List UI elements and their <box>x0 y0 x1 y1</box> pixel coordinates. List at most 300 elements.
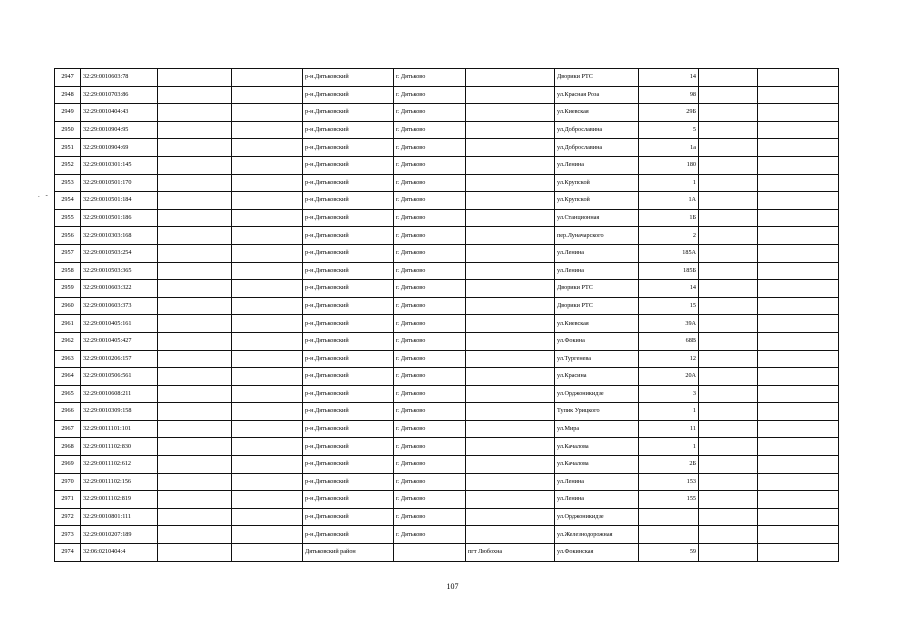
cadastral-number: 32:29:0010501:184 <box>81 192 158 210</box>
blank-cell <box>158 508 232 526</box>
blank-cell <box>758 315 839 333</box>
settlement <box>466 456 555 474</box>
city: г. Дятьково <box>394 385 466 403</box>
blank-cell <box>699 156 758 174</box>
table-row <box>55 315 839 333</box>
cadastral-number: 32:29:0010506:561 <box>81 368 158 386</box>
blank-cell <box>158 491 232 509</box>
table-row <box>55 526 839 544</box>
cadastral-number: 32:29:0011102:156 <box>81 473 158 491</box>
city: г. Дятьково <box>394 156 466 174</box>
settlement <box>466 491 555 509</box>
row-number: 2965 <box>55 385 81 403</box>
blank-cell <box>699 350 758 368</box>
blank-cell <box>158 368 232 386</box>
blank-cell <box>158 139 232 157</box>
blank-cell <box>232 368 303 386</box>
street: ул.Крупской <box>555 174 639 192</box>
row-number: 2972 <box>55 508 81 526</box>
table-row <box>55 544 839 562</box>
cadastral-number: 32:29:0010301:145 <box>81 156 158 174</box>
house-number: 20А <box>639 368 699 386</box>
district: р-н.Дятьковский <box>303 368 394 386</box>
cadastral-number: 32:29:0010501:186 <box>81 209 158 227</box>
blank-cell <box>232 244 303 262</box>
city: г. Дятьково <box>394 420 466 438</box>
blank-cell <box>699 209 758 227</box>
city: г. Дятьково <box>394 121 466 139</box>
blank-cell <box>232 174 303 192</box>
table-row <box>55 69 839 87</box>
city: г. Дятьково <box>394 508 466 526</box>
city: г. Дятьково <box>394 227 466 245</box>
district: р-н.Дятьковский <box>303 192 394 210</box>
blank-cell <box>232 280 303 298</box>
blank-cell <box>758 139 839 157</box>
row-number: 2966 <box>55 403 81 421</box>
blank-cell <box>758 350 839 368</box>
blank-cell <box>232 104 303 122</box>
row-number: 2950 <box>55 121 81 139</box>
district: р-н.Дятьковский <box>303 280 394 298</box>
blank-cell <box>232 491 303 509</box>
city: г. Дятьково <box>394 473 466 491</box>
district: р-н.Дятьковский <box>303 244 394 262</box>
blank-cell <box>699 262 758 280</box>
settlement <box>466 121 555 139</box>
table-row <box>55 456 839 474</box>
street: ул.Крупской <box>555 192 639 210</box>
cadastral-number: 32:29:0010405:161 <box>81 315 158 333</box>
city: г. Дятьково <box>394 209 466 227</box>
blank-cell <box>158 350 232 368</box>
district: р-н.Дятьковский <box>303 473 394 491</box>
house-number: 15 <box>639 297 699 315</box>
street: ул.Качалова <box>555 456 639 474</box>
district: р-н.Дятьковский <box>303 174 394 192</box>
blank-cell <box>758 403 839 421</box>
cadastral-number: 32:29:0010603:373 <box>81 297 158 315</box>
settlement: пгт Любохна <box>466 544 555 562</box>
cadastral-number: 32:29:0010404:43 <box>81 104 158 122</box>
blank-cell <box>699 244 758 262</box>
blank-cell <box>758 544 839 562</box>
settlement <box>466 473 555 491</box>
blank-cell <box>758 297 839 315</box>
city: г. Дятьково <box>394 332 466 350</box>
settlement <box>466 438 555 456</box>
house-number: 29Б <box>639 104 699 122</box>
row-number: 2959 <box>55 280 81 298</box>
blank-cell <box>158 121 232 139</box>
house-number: 5 <box>639 121 699 139</box>
street: ул.Железнодорожная <box>555 526 639 544</box>
street: ул.Мира <box>555 420 639 438</box>
table-row <box>55 104 839 122</box>
blank-cell <box>232 86 303 104</box>
blank-cell <box>758 526 839 544</box>
blank-cell <box>232 139 303 157</box>
row-number: 2973 <box>55 526 81 544</box>
blank-cell <box>699 69 758 87</box>
table-row <box>55 332 839 350</box>
street: ул.Орджоникидзе <box>555 508 639 526</box>
row-number: 2963 <box>55 350 81 368</box>
table-row <box>55 174 839 192</box>
blank-cell <box>158 262 232 280</box>
table-row <box>55 420 839 438</box>
blank-cell <box>758 491 839 509</box>
blank-cell <box>758 508 839 526</box>
district: р-н.Дятьковский <box>303 86 394 104</box>
row-number: 2964 <box>55 368 81 386</box>
settlement <box>466 420 555 438</box>
blank-cell <box>699 315 758 333</box>
property-registry-table <box>54 68 839 562</box>
blank-cell <box>158 526 232 544</box>
cadastral-number: 32:29:0010703:86 <box>81 86 158 104</box>
row-number: 2954 <box>55 192 81 210</box>
row-number: 2951 <box>55 139 81 157</box>
blank-cell <box>758 244 839 262</box>
blank-cell <box>699 104 758 122</box>
house-number <box>639 508 699 526</box>
blank-cell <box>758 121 839 139</box>
house-number: 14 <box>639 69 699 87</box>
cadastral-number: 32:29:0011101:101 <box>81 420 158 438</box>
blank-cell <box>699 297 758 315</box>
street: ул.Качалова <box>555 438 639 456</box>
blank-cell <box>699 544 758 562</box>
blank-cell <box>232 69 303 87</box>
district: р-н.Дятьковский <box>303 69 394 87</box>
blank-cell <box>158 385 232 403</box>
house-number: 12 <box>639 350 699 368</box>
table-row <box>55 244 839 262</box>
city: г. Дятьково <box>394 174 466 192</box>
city: г. Дятьково <box>394 86 466 104</box>
blank-cell <box>699 174 758 192</box>
row-number: 2961 <box>55 315 81 333</box>
blank-cell <box>699 385 758 403</box>
blank-cell <box>758 227 839 245</box>
cadastral-number: 32:29:0010405:427 <box>81 332 158 350</box>
page-number: 107 <box>446 582 459 591</box>
city: г. Дятьково <box>394 69 466 87</box>
blank-cell <box>158 104 232 122</box>
city: г. Дятьково <box>394 350 466 368</box>
blank-cell <box>699 227 758 245</box>
blank-cell <box>699 368 758 386</box>
house-number: 2Б <box>639 456 699 474</box>
row-number: 2947 <box>55 69 81 87</box>
row-number: 2957 <box>55 244 81 262</box>
cadastral-number: 32:29:0010801:111 <box>81 508 158 526</box>
district: р-н.Дятьковский <box>303 227 394 245</box>
house-number: 2 <box>639 227 699 245</box>
settlement <box>466 403 555 421</box>
blank-cell <box>158 456 232 474</box>
row-number: 2958 <box>55 262 81 280</box>
blank-cell <box>758 86 839 104</box>
cadastral-number: 32:29:0011102:819 <box>81 491 158 509</box>
blank-cell <box>158 420 232 438</box>
row-number: 2967 <box>55 420 81 438</box>
house-number: 1а <box>639 139 699 157</box>
blank-cell <box>758 209 839 227</box>
table-row <box>55 86 839 104</box>
district: р-н.Дятьковский <box>303 156 394 174</box>
street: ул.Ленина <box>555 473 639 491</box>
house-number: 1А <box>639 192 699 210</box>
blank-cell <box>158 227 232 245</box>
settlement <box>466 332 555 350</box>
table-row <box>55 473 839 491</box>
house-number: 185А <box>639 244 699 262</box>
table-row <box>55 368 839 386</box>
blank-cell <box>158 244 232 262</box>
cadastral-number: 32:29:0010503:365 <box>81 262 158 280</box>
blank-cell <box>758 368 839 386</box>
blank-cell <box>758 262 839 280</box>
blank-cell <box>232 385 303 403</box>
street: ул.Фокина <box>555 332 639 350</box>
blank-cell <box>232 297 303 315</box>
settlement <box>466 209 555 227</box>
house-number: 11 <box>639 420 699 438</box>
row-number: 2952 <box>55 156 81 174</box>
blank-cell <box>158 192 232 210</box>
street: ул.Тургенева <box>555 350 639 368</box>
table-row <box>55 280 839 298</box>
district: р-н.Дятьковский <box>303 139 394 157</box>
cadastral-number: 32:29:0010207:189 <box>81 526 158 544</box>
blank-cell <box>232 209 303 227</box>
street: ул.Доброславина <box>555 121 639 139</box>
street: пер.Луначарского <box>555 227 639 245</box>
blank-cell <box>232 526 303 544</box>
blank-cell <box>758 156 839 174</box>
blank-cell <box>232 438 303 456</box>
settlement <box>466 508 555 526</box>
settlement <box>466 244 555 262</box>
street: ул.Фокинская <box>555 544 639 562</box>
district: р-н.Дятьковский <box>303 420 394 438</box>
settlement <box>466 156 555 174</box>
blank-cell <box>232 456 303 474</box>
settlement <box>466 69 555 87</box>
city: г. Дятьково <box>394 280 466 298</box>
settlement <box>466 227 555 245</box>
cadastral-number: 32:06:0210404:4 <box>81 544 158 562</box>
settlement <box>466 262 555 280</box>
blank-cell <box>232 350 303 368</box>
street: Тупик Урицкого <box>555 403 639 421</box>
blank-cell <box>158 174 232 192</box>
blank-cell <box>232 121 303 139</box>
blank-cell <box>758 174 839 192</box>
blank-cell <box>699 86 758 104</box>
city: г. Дятьково <box>394 456 466 474</box>
city: г. Дятьково <box>394 368 466 386</box>
district: р-н.Дятьковский <box>303 262 394 280</box>
blank-cell <box>758 473 839 491</box>
table-row <box>55 491 839 509</box>
district: р-н.Дятьковский <box>303 297 394 315</box>
blank-cell <box>232 332 303 350</box>
blank-cell <box>158 473 232 491</box>
house-number: 68В <box>639 332 699 350</box>
house-number: 3 <box>639 385 699 403</box>
house-number: 1 <box>639 438 699 456</box>
row-number: 2970 <box>55 473 81 491</box>
settlement <box>466 526 555 544</box>
settlement <box>466 350 555 368</box>
blank-cell <box>158 280 232 298</box>
street: ул.Ленина <box>555 156 639 174</box>
blank-cell <box>699 139 758 157</box>
row-number: 2955 <box>55 209 81 227</box>
blank-cell <box>699 280 758 298</box>
table-row <box>55 227 839 245</box>
blank-cell <box>158 209 232 227</box>
table-row <box>55 209 839 227</box>
settlement <box>466 139 555 157</box>
house-number: 153 <box>639 473 699 491</box>
street: ул.Красина <box>555 368 639 386</box>
row-number: 2948 <box>55 86 81 104</box>
row-number: 2949 <box>55 104 81 122</box>
settlement <box>466 86 555 104</box>
blank-cell <box>158 438 232 456</box>
settlement <box>466 368 555 386</box>
cadastral-number: 32:29:0010603:322 <box>81 280 158 298</box>
district: р-н.Дятьковский <box>303 350 394 368</box>
row-number: 2969 <box>55 456 81 474</box>
cadastral-number: 32:29:0010206:157 <box>81 350 158 368</box>
row-number: 2974 <box>55 544 81 562</box>
blank-cell <box>232 473 303 491</box>
cadastral-number: 32:29:0010608:211 <box>81 385 158 403</box>
cadastral-number: 32:29:0010303:168 <box>81 227 158 245</box>
blank-cell <box>758 69 839 87</box>
blank-cell <box>758 456 839 474</box>
blank-cell <box>158 403 232 421</box>
cadastral-number: 32:29:0010501:170 <box>81 174 158 192</box>
table-row <box>55 297 839 315</box>
city: г. Дятьково <box>394 262 466 280</box>
street: ул.Станционная <box>555 209 639 227</box>
street: Дворики РТС <box>555 280 639 298</box>
cadastral-number: 32:29:0011102:612 <box>81 456 158 474</box>
blank-cell <box>158 69 232 87</box>
row-number: 2968 <box>55 438 81 456</box>
settlement <box>466 315 555 333</box>
house-number: 39А <box>639 315 699 333</box>
district: р-н.Дятьковский <box>303 385 394 403</box>
blank-cell <box>699 403 758 421</box>
blank-cell <box>232 403 303 421</box>
row-number: 2971 <box>55 491 81 509</box>
blank-cell <box>758 332 839 350</box>
house-number: 1 <box>639 403 699 421</box>
blank-cell <box>758 438 839 456</box>
house-number: 1Б <box>639 209 699 227</box>
district: р-н.Дятьковский <box>303 491 394 509</box>
blank-cell <box>232 420 303 438</box>
street: ул.Орджоникидзе <box>555 385 639 403</box>
settlement <box>466 297 555 315</box>
settlement <box>466 104 555 122</box>
blank-cell <box>758 280 839 298</box>
district: р-н.Дятьковский <box>303 526 394 544</box>
city: г. Дятьково <box>394 244 466 262</box>
cadastral-number: 32:29:0010904:95 <box>81 121 158 139</box>
city: г. Дятьково <box>394 315 466 333</box>
district: р-н.Дятьковский <box>303 403 394 421</box>
table-row <box>55 156 839 174</box>
street: ул.Доброславина <box>555 139 639 157</box>
street: ул.Киевская <box>555 104 639 122</box>
blank-cell <box>699 420 758 438</box>
blank-cell <box>699 438 758 456</box>
table-row <box>55 262 839 280</box>
settlement <box>466 385 555 403</box>
blank-cell <box>758 192 839 210</box>
settlement <box>466 280 555 298</box>
city: г. Дятьково <box>394 192 466 210</box>
blank-cell <box>699 456 758 474</box>
blank-cell <box>232 544 303 562</box>
table-row <box>55 508 839 526</box>
city: г. Дятьково <box>394 438 466 456</box>
blank-cell <box>232 192 303 210</box>
district: р-н.Дятьковский <box>303 315 394 333</box>
street: ул.Киевская <box>555 315 639 333</box>
district: р-н.Дятьковский <box>303 456 394 474</box>
blank-cell <box>158 544 232 562</box>
blank-cell <box>158 332 232 350</box>
house-number: 180 <box>639 156 699 174</box>
blank-cell <box>158 315 232 333</box>
blank-cell <box>758 104 839 122</box>
house-number: 14 <box>639 280 699 298</box>
district: р-н.Дятьковский <box>303 209 394 227</box>
blank-cell <box>758 385 839 403</box>
blank-cell <box>699 473 758 491</box>
row-number: 2956 <box>55 227 81 245</box>
cadastral-number: 32:29:0010904:69 <box>81 139 158 157</box>
city: г. Дятьково <box>394 104 466 122</box>
city <box>394 544 466 562</box>
cadastral-number: 32:29:0010309:158 <box>81 403 158 421</box>
blank-cell <box>158 86 232 104</box>
house-number: 59 <box>639 544 699 562</box>
table-row <box>55 385 839 403</box>
blank-cell <box>699 332 758 350</box>
cadastral-number: 32:29:0010503:254 <box>81 244 158 262</box>
blank-cell <box>232 227 303 245</box>
row-number: 2960 <box>55 297 81 315</box>
blank-cell <box>232 315 303 333</box>
district: р-н.Дятьковский <box>303 438 394 456</box>
city: г. Дятьково <box>394 491 466 509</box>
district: р-н.Дятьковский <box>303 121 394 139</box>
street: ул.Ленина <box>555 244 639 262</box>
house-number: 185Б <box>639 262 699 280</box>
house-number: 1 <box>639 174 699 192</box>
table-row <box>55 192 839 210</box>
